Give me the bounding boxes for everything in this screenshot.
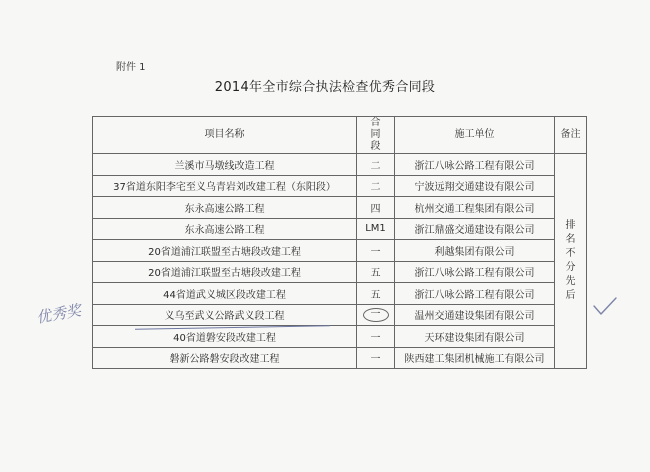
header-note: 备注 (555, 117, 587, 154)
note-cell: 排名不分先后 (555, 154, 587, 369)
table-row (93, 283, 587, 305)
project-name-cell: 义乌至武义公路武义段工程 (93, 304, 357, 326)
project-name-cell: 37省道东阳李宅至义乌青岩刘改建工程（东阳段） (93, 175, 357, 197)
project-name-cell: 兰溪市马墩线改造工程 (93, 154, 357, 176)
project-name-cell: 44省道武义城区段改建工程 (93, 283, 357, 305)
table-header-row (93, 117, 587, 154)
handwritten-annotation: 优秀奖 (34, 301, 83, 327)
construction-unit-cell: 温州交通建设集团有限公司 (395, 304, 555, 326)
project-name-cell: 东永高速公路工程 (93, 197, 357, 219)
segment-cell: LM1 (357, 218, 395, 240)
table-row (93, 154, 587, 176)
segment-cell: 一 (357, 347, 395, 369)
project-name-cell: 东永高速公路工程 (93, 218, 357, 240)
table-row (93, 175, 587, 197)
construction-unit-cell: 利越集团有限公司 (395, 240, 555, 262)
segment-cell: 四 (357, 197, 395, 219)
table-row (93, 347, 587, 369)
segment-cell: 五 (357, 283, 395, 305)
circled-segment-mark: 一 (363, 308, 389, 322)
segment-cell: 二 (357, 154, 395, 176)
header-segment: 合同段 (357, 117, 395, 154)
contract-sections-table (92, 116, 587, 369)
table-row (93, 261, 587, 283)
header-construction-unit: 施工单位 (395, 117, 555, 154)
document-title: 2014年全市综合执法检查优秀合同段 (214, 80, 436, 95)
table-row (93, 197, 587, 219)
project-name-cell: 磐新公路磐安段改建工程 (93, 347, 357, 369)
project-name-cell: 20省道浦江联盟至古塘段改建工程 (93, 240, 357, 262)
segment-cell: 二 (357, 175, 395, 197)
construction-unit-cell: 浙江八咏公路工程有限公司 (395, 154, 555, 176)
construction-unit-cell: 浙江鼎盛交通建设有限公司 (395, 218, 555, 240)
table-row (93, 218, 587, 240)
construction-unit-cell: 浙江八咏公路工程有限公司 (395, 261, 555, 283)
project-name-cell: 40省道磐安段改建工程 (93, 326, 357, 348)
construction-unit-cell: 宁波远翔交通建设有限公司 (395, 175, 555, 197)
segment-cell: 一 (357, 326, 395, 348)
table-row (93, 304, 587, 326)
segment-cell: 五 (357, 261, 395, 283)
segment-cell: 一 (357, 240, 395, 262)
construction-unit-cell: 陕西建工集团机械施工有限公司 (395, 347, 555, 369)
table-row (93, 240, 587, 262)
construction-unit-cell: 天环建设集团有限公司 (395, 326, 555, 348)
project-name-cell: 20省道浦江联盟至古塘段改建工程 (93, 261, 357, 283)
check-mark-icon (592, 294, 618, 320)
construction-unit-cell: 浙江八咏公路工程有限公司 (395, 283, 555, 305)
header-project-name: 项目名称 (93, 117, 357, 154)
attachment-label: 附件 1 (116, 62, 146, 73)
segment-cell (357, 304, 395, 326)
construction-unit-cell: 杭州交通工程集团有限公司 (395, 197, 555, 219)
